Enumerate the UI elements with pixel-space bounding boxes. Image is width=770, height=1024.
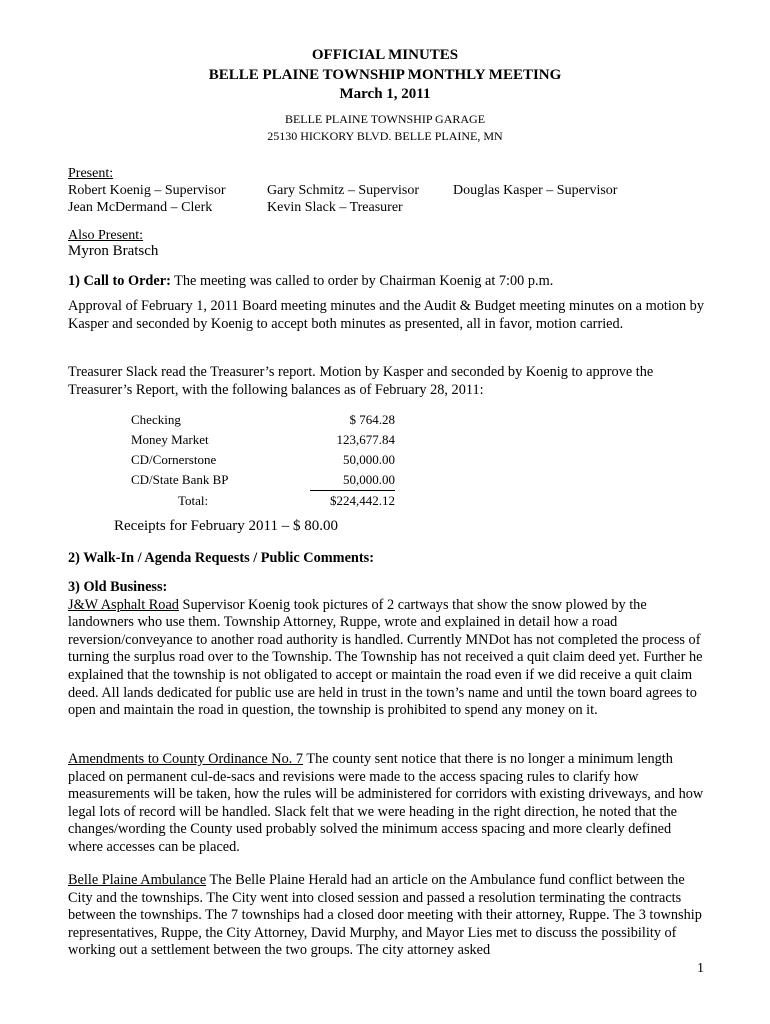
balance-total-row [131, 491, 395, 512]
page-number: 1 [697, 961, 704, 976]
ambulance-text: The Belle Plaine Herald had an article on the Ambulance fund conflict between the City and the townships. The City went into closed session and passed a resolution terminating the contracts between the townships. The 7 townships had a closed door meeting with their attorney, Ruppe. The 3 township representatives, Ruppe, the City Attorney, David Murphy, and Mayor Lies met to discuss the possibility of working out a settlement between the two groups. The city attorney asked [68, 872, 702, 959]
treasurer-text: Treasurer Slack read the Treasurer’s report. Motion by Kasper and seconded by Koenig to approve the Treasurer’s Report, with the following balances as of February 28, 2011: [68, 364, 654, 398]
approval-paragraph [68, 298, 708, 333]
walk-in-heading: 2) Walk-In / Agenda Requests / Public Comments: [68, 550, 374, 566]
old-business-heading: 3) Old Business: [68, 579, 168, 595]
ambulance-section [68, 872, 708, 960]
present-member: Gary Schmitz – Supervisor [267, 183, 420, 198]
balance-amount: 50,000.00 [343, 452, 395, 467]
balance-row [131, 470, 395, 491]
balance-label: CD/State Bank BP [131, 472, 229, 488]
meeting-location-address: 25130 HICKORY BLVD. BELLE PLAINE, MN [267, 129, 503, 143]
call-to-order-text: The meeting was called to order by Chairman Koenig at 7:00 p.m. [170, 273, 554, 289]
balance-label: Checking [131, 412, 181, 427]
present-member: Jean McDermand – Clerk [68, 200, 213, 215]
call-to-order-heading: 1) Call to Order: [68, 273, 171, 289]
total-label: Total: [178, 492, 209, 508]
ordinance-section [68, 751, 708, 857]
present-member: Kevin Slack – Treasurer [267, 200, 403, 215]
also-present-name: Myron Bratsch [68, 243, 159, 259]
present-member: Douglas Kasper – Supervisor [453, 183, 618, 198]
also-present-label: Also Present: [68, 228, 144, 243]
balance-amount: $ 764.28 [349, 412, 395, 427]
old-business-section [68, 579, 708, 720]
ambulance-title: Belle Plaine Ambulance [68, 872, 207, 888]
approval-text: Approval of February 1, 2011 Board meeting minutes and the Audit & Budget meeting minutes on a motion by Kasper and seconded by Koenig to accept both minutes as presented, all in favor, motion carried. [68, 298, 704, 332]
balance-label: Money Market [131, 432, 209, 447]
ordinance-title: Amendments to County Ordinance No. 7 [68, 751, 304, 767]
balance-row [131, 450, 395, 470]
present-label: Present: [68, 166, 114, 181]
balance-amount: 50,000.00 [310, 470, 395, 491]
meeting-date: March 1, 2011 [339, 86, 431, 102]
meeting-title: BELLE PLAINE TOWNSHIP MONTHLY MEETING [208, 67, 562, 83]
treasurer-paragraph [68, 364, 708, 399]
total-amount: $224,442.12 [330, 493, 395, 508]
balance-amount: 123,677.84 [336, 432, 395, 447]
balances-table [131, 410, 395, 511]
asphalt-road-text: Supervisor Koenig took pictures of 2 cartways that show the snow plowed by the landowners who use them. Township Attorney, Ruppe, wrote and explained in detail how a road reversion/conveyance to another road authority is handled. Currently MNDot has not completed the process of turning the surplus road over to the Township. The Township has not received a quit claim deed yet. Further he explained that the township is not obligated to accept or maintain the road even if we did receive a quit claim deed. All lands dedicated for public use are held in trust in the town’s name and until the town board agrees to open and maintain the road in question, the township is prohibited to spend any money on it. [68, 596, 703, 719]
receipts-line: Receipts for February 2011 – $ 80.00 [114, 518, 338, 534]
document-title: OFFICIAL MINUTES [311, 47, 459, 63]
asphalt-road-title: J&W Asphalt Road [68, 596, 179, 613]
meeting-location-name: BELLE PLAINE TOWNSHIP GARAGE [284, 112, 486, 126]
balance-row [131, 430, 395, 450]
balance-label: CD/Cornerstone [131, 452, 217, 467]
balance-row [131, 410, 395, 430]
present-member: Robert Koenig – Supervisor [68, 183, 226, 198]
call-to-order-section [68, 273, 708, 291]
ordinance-text: The county sent notice that there is no longer a minimum length placed on permanent cul-de-sacs and revisions were made to the access spacing rules to clarify how measurements will be taken, how the rules will be administered for corridors with existing driveways, and how legal lots of record will be handled. Slack felt that we were heading in the right direction, he noted that the changes/wording the County used probably solved the minimum access spacing and more clearly defined where accesses can be placed. [68, 751, 704, 855]
